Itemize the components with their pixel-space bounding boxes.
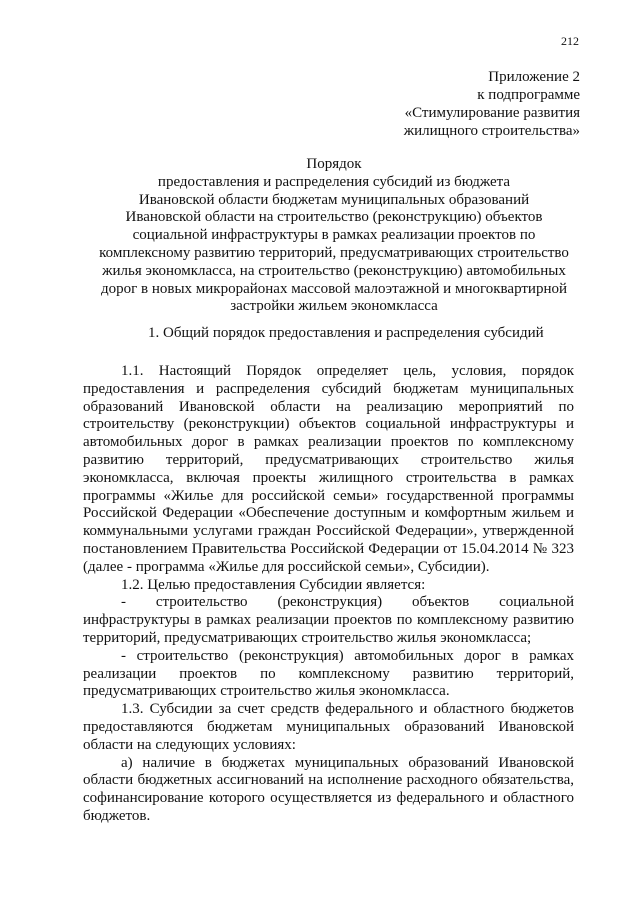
title-line: жилья экономкласса, на строительство (реконструкцию) автомобильных (102, 262, 566, 279)
document-title (74, 156, 594, 316)
paragraph-goal-social: - строительство (реконструкция) объектов социальной инфраструктуры в рамках реализации проектов по комплексному развитию территорий, предусматривающих строительство жилья экономкласса; (83, 594, 574, 646)
appendix-note (404, 68, 580, 140)
title-line: застройки жильем экономкласса (230, 298, 438, 315)
title-line: дорог в новых микрорайонах массовой малоэтажной и многоквартирной (100, 280, 568, 297)
paragraph-1-2: 1.2. Целью предоставления Субсидии является: (121, 576, 426, 593)
paragraph-1-1: 1.1. Настоящий Порядок определяет цель, условия, порядок предоставления и распределения субсидий бюджетам муниципальных образований Ивановской области на реализацию мероприятий по строительству (реконструкции) объектов социальной инфраструктуры и автомобильных дорог в рамках реализации проектов по комплексному развитию территорий, предусматривающих строительство жилья экономкласса, включая проекты жилищного строительства в рамках программы «Жилье для российской семьи» государственной программы Российской Федерации «Обеспечение доступным и комфортным жильем и коммунальными услугами граждан Российской Федерации», утвержденной постановлением Правительства Российской Федерации от 15.04.2014 № 323 (далее - программа «Жилье для российской семьи», Субсидии). (83, 363, 574, 575)
title-line: комплексному развитию территорий, предусматривающих строительство (99, 244, 569, 261)
appendix-line: Приложение 2 (488, 69, 580, 85)
page-number: 212 (561, 34, 579, 48)
paragraph-1-3: 1.3. Субсидии за счет средств федерального и областного бюджетов предоставляются бюджетам муниципальных образований Ивановской области на следующих условиях: (83, 701, 574, 753)
title-line: Порядок (306, 156, 362, 172)
paragraph-goal-roads: - строительство (реконструкция) автомобильных дорог в рамках реализации проектов по комплексному развитию территорий, предусматривающих строительство жилья экономкласса. (83, 647, 574, 700)
title-line: социальной инфраструктуры в рамках реализации проектов по (132, 227, 536, 244)
document-body (83, 363, 574, 826)
appendix-line: жилищного строительства» (403, 123, 580, 139)
section-heading: 1. Общий порядок предоставления и распределения субсидий (148, 325, 544, 341)
title-line: Ивановской области бюджетам муниципальных образований (138, 191, 530, 208)
appendix-line: к подпрограмме (477, 87, 580, 103)
title-line: предоставления и распределения субсидий из бюджета (157, 173, 511, 190)
paragraph-condition-a: а) наличие в бюджетах муниципальных образований Ивановской области бюджетных ассигнований на исполнение расходного обязательства, софинансирование которого осуществляется из федерального и областного бюджетов. (83, 754, 574, 824)
appendix-line: «Стимулирование развития (404, 105, 580, 121)
title-line: Ивановской области на строительство (реконструкцию) объектов (125, 209, 543, 226)
